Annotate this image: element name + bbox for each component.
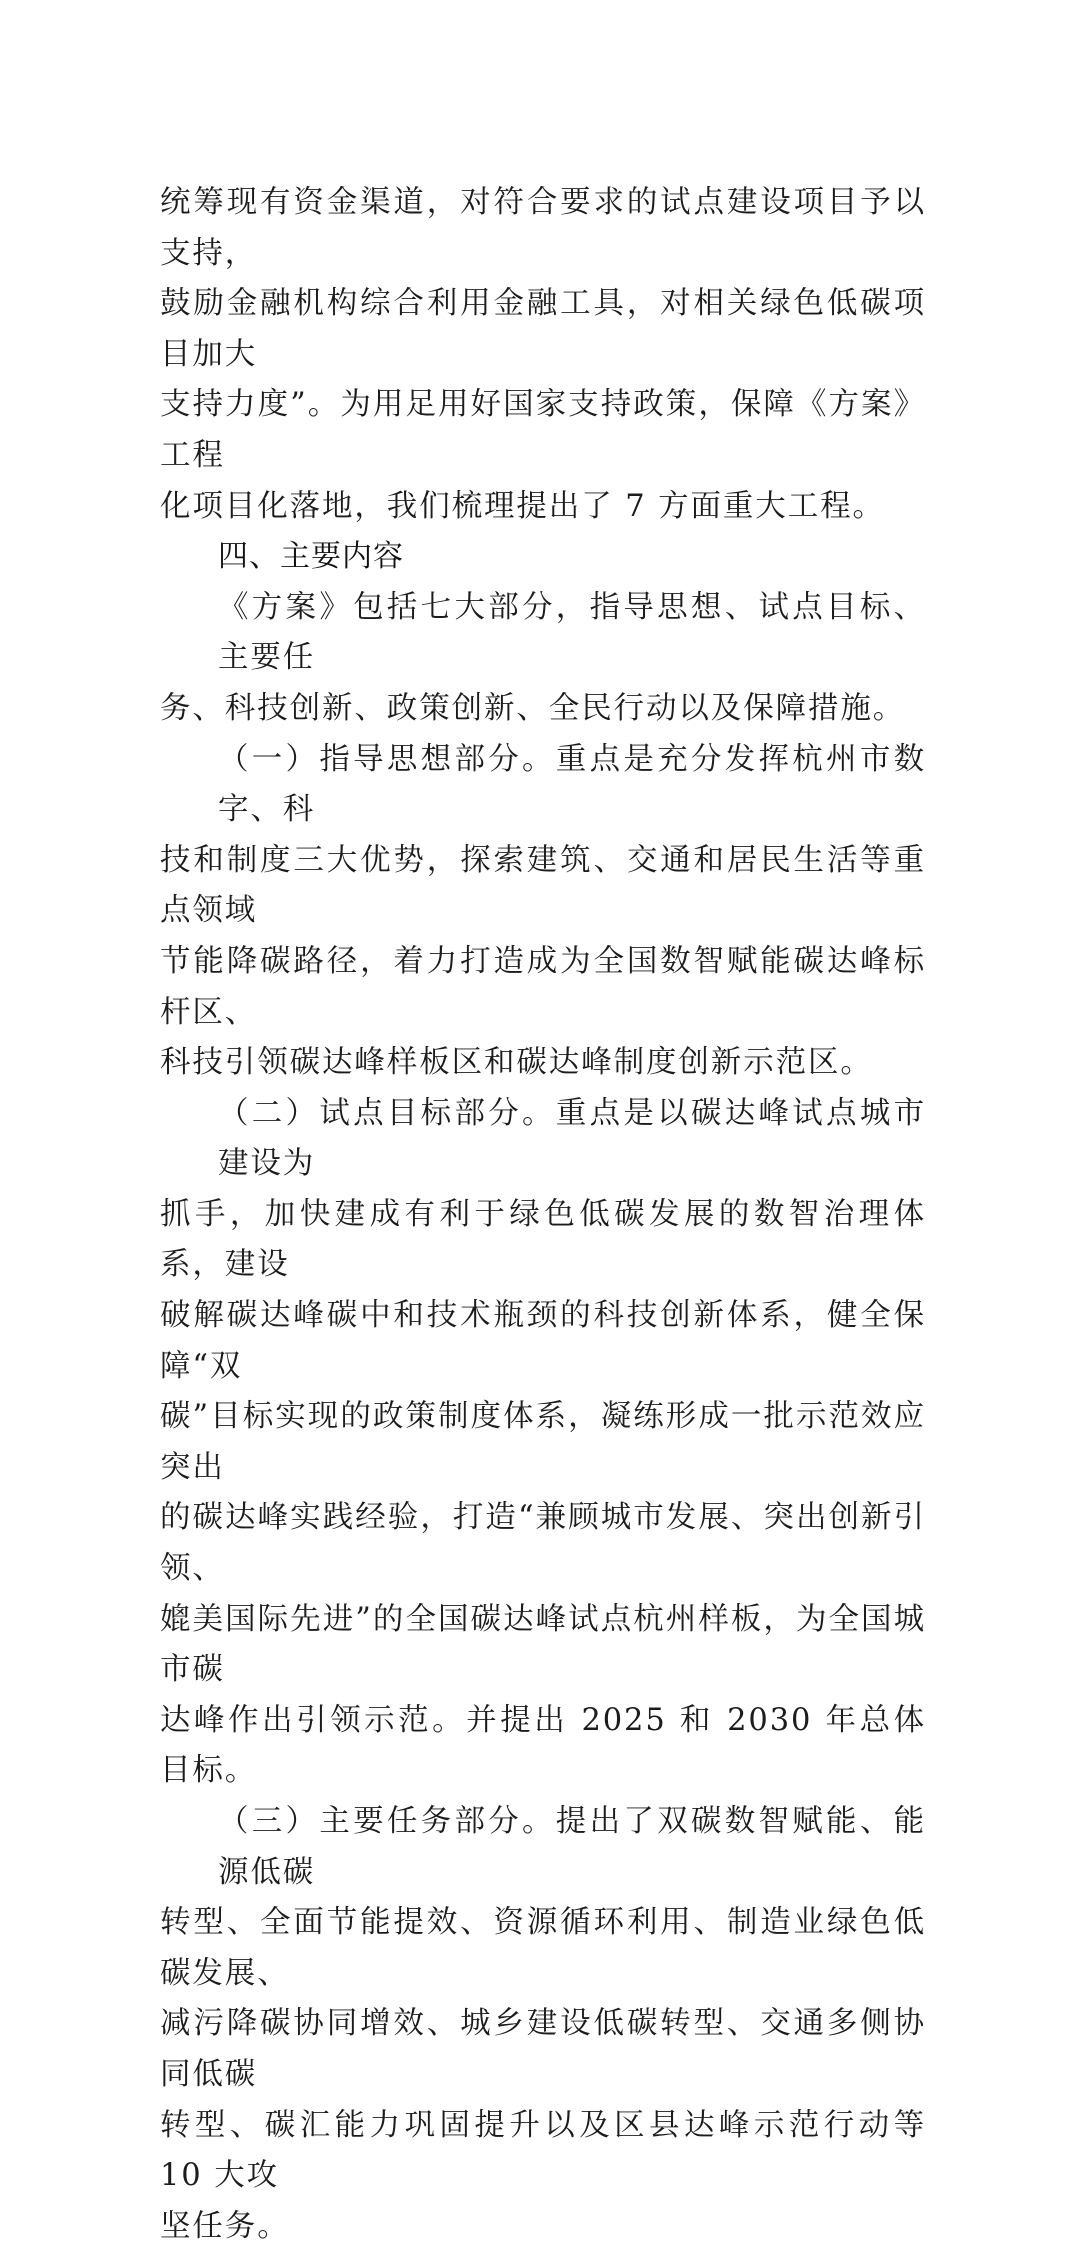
- paragraph-part2-pilot-goals: [160, 1089, 926, 1797]
- text-line: 科技引领碳达峰样板区和碳达峰制度创新示范区。: [160, 1045, 873, 1081]
- text-line: 抓手，加快建成有利于绿色低碳发展的数智治理体系，建设: [160, 1196, 926, 1283]
- text-line: 《方案》包括七大部分，指导思想、试点目标、主要任: [218, 589, 926, 676]
- text-line: （二）试点目标部分。重点是以碳达峰试点城市建设为: [218, 1095, 926, 1182]
- text-line: 化项目化落地，我们梳理提出了 7 方面重大工程。: [160, 488, 885, 524]
- text-line: （一）指导思想部分。重点是充分发挥杭州市数字、科: [218, 741, 926, 828]
- section-heading-main-content: 四、主要内容: [218, 539, 404, 575]
- paragraph-intro: [160, 583, 926, 735]
- text-line: （三）主要任务部分。提出了双碳数智赋能、能源低碳: [218, 1804, 926, 1890]
- text-line: 技和制度三大优势，探索建筑、交通和居民生活等重点领域: [160, 842, 926, 929]
- text-line: 转型、全面节能提效、资源循环利用、制造业绿色低碳发展、: [160, 1905, 926, 1991]
- paragraph-part3-main-tasks: [160, 1797, 926, 2252]
- text-line: 支持力度”。为用足用好国家支持政策，保障《方案》工程: [160, 387, 926, 473]
- paragraph-funding-continuation: [160, 178, 926, 532]
- text-line: 破解碳达峰碳中和技术瓶颈的科技创新体系，健全保障“双: [160, 1298, 926, 1384]
- text-line: 坚任务。: [160, 2208, 290, 2244]
- text-line: 节能降碳路径，着力打造成为全国数智赋能碳达峰标杆区、: [160, 943, 926, 1030]
- text-line: 鼓励金融机构综合利用金融工具，对相关绿色低碳项目加大: [160, 286, 926, 372]
- text-line: 统筹现有资金渠道，对符合要求的试点建设项目予以支持，: [160, 185, 926, 271]
- paragraph-part1-guiding-ideology: [160, 735, 926, 1089]
- text-line: 转型、碳汇能力巩固提升以及区县达峰示范行动等 10 大攻: [160, 2107, 926, 2194]
- text-line: 达峰作出引领示范。并提出 2025 和 2030 年总体目标。: [160, 1702, 926, 1789]
- text-line: 碳”目标实现的政策制度体系，凝练形成一批示范效应突出: [160, 1399, 926, 1485]
- document-page: [160, 178, 926, 2252]
- text-line: 的碳达峰实践经验，打造“兼顾城市发展、突出创新引领、: [160, 1500, 926, 1587]
- text-line: 务、科技创新、政策创新、全民行动以及保障措施。: [160, 690, 906, 726]
- text-line: 媲美国际先进”的全国碳达峰试点杭州样板，为全国城市碳: [160, 1601, 926, 1688]
- text-line: 减污降碳协同增效、城乡建设低碳转型、交通多侧协同低碳: [160, 2006, 926, 2092]
